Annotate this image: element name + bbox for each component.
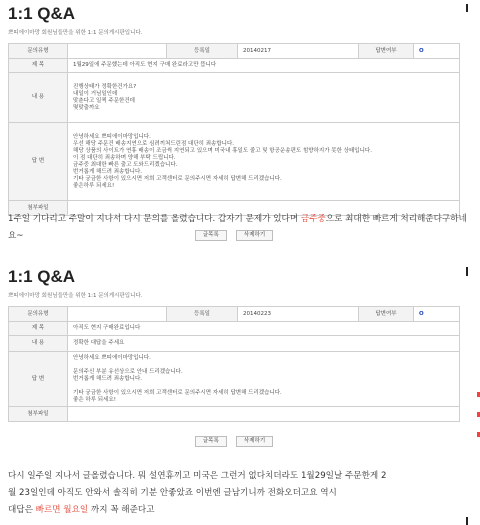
page-subtitle: 쁘띠에이마망 회원님들만을 위한 1:1 문의게시판입니다.: [8, 30, 143, 36]
type-value: [68, 44, 167, 59]
answer-label: 답 변: [9, 352, 68, 407]
content-line: 진행상태가 정확한건가요?: [73, 83, 137, 90]
edge-mark: [466, 517, 468, 525]
answer-line: 기타 궁금한 사항이 있으시면 저희 고객센터로 문의주시면 자세히 답변해 드리겠습니다.: [73, 389, 282, 396]
delete-button[interactable]: 삭제하기: [236, 436, 273, 447]
content-line: 내일이 거님일인데: [73, 90, 118, 97]
status-label: 답변여부: [359, 44, 414, 59]
answer-line: 번거롭게 해드려 죄송합니다.: [73, 168, 143, 175]
answer-line: [73, 362, 454, 369]
caption-line: [8, 502, 474, 519]
answer-line: 좋은 하루 되세요!: [73, 396, 116, 403]
page-subtitle: 쁘띠에이마망 회원님들만을 위한 1:1 문의게시판입니다.: [8, 293, 143, 299]
content-value: 정확한 대답을 주세요: [68, 336, 460, 352]
caption-highlight: 금주중: [300, 214, 326, 224]
date-label: 등록일: [167, 44, 238, 59]
caption-1: [8, 211, 474, 245]
status-value: O: [414, 307, 460, 322]
content-value: [68, 73, 460, 123]
attach-label: 첨부파일: [9, 407, 68, 422]
date-value: 20140217: [238, 44, 359, 59]
answer-line: 이 점 대단히 죄송하며 양해 부탁 드립니다.: [73, 154, 176, 161]
subject-value: 아직도 현지 구매완료입니다: [68, 322, 460, 336]
answer-line: 문의주신 부분 유선상으로 안내 드리겠습니다.: [73, 368, 183, 375]
caption-text: 1주일 기다리고 주말이 지나서 다시 문의를 올렸습니다. 갑자기 문제가 있다며: [8, 214, 301, 224]
answer-line: 안녕하세요 쁘띠에이마망입니다.: [73, 133, 151, 140]
content-line: 몇맞출까요: [73, 104, 100, 111]
caption-line: 다시 일주일 지나서 글올렸습니다. 뭐 설연휴끼고 미국은 그런거 없다치더라도 1월29일날 주문한게 2: [8, 471, 387, 481]
date-value: 20140223: [238, 307, 359, 322]
page-title: 1:1 Q&A: [8, 267, 76, 286]
list-button[interactable]: 글목록: [195, 230, 227, 241]
attach-label: 첨부파일: [9, 201, 68, 216]
qa-table: [8, 306, 460, 422]
answer-line: 해당 상품의 사이트가 연휴 배송이 조금씩 지연되고 있으며 미국내 휴일도 줄고 및 항공운송편도 힘향하지가 못한 상태입니다.: [73, 147, 372, 154]
subject-value: 1월29일에 주문했는데 아직도 현지 구매 완료라고만 뜹니다: [68, 59, 460, 73]
answer-line: 우선 해당 주문건 배송지연으로 심려끼쳐드린점 대단히 죄송합니다.: [73, 140, 235, 147]
content-label: 내 용: [9, 73, 68, 123]
edge-mark: [466, 267, 468, 276]
delete-button[interactable]: 삭제하기: [236, 230, 273, 241]
caption-text: 대답은: [8, 505, 36, 515]
type-value: [68, 307, 167, 322]
caption-2: [8, 468, 474, 519]
answer-line: 안녕하세요 쁘띠에이마망입니다.: [73, 354, 151, 361]
attach-value: [68, 407, 460, 422]
subject-label: 제 목: [9, 322, 68, 336]
subject-label: 제 목: [9, 59, 68, 73]
caption-text: 까지 꼭 해준다고: [88, 505, 155, 515]
answer-line: 금주중 최대한 빠른 출고 도와드리겠습니다.: [73, 161, 178, 168]
answer-value: [68, 123, 460, 201]
edge-mark: [466, 4, 468, 12]
answer-line: 좋은하루 되세요!: [73, 182, 115, 189]
qa-panel-1: [8, 4, 460, 241]
list-button[interactable]: 글목록: [195, 436, 227, 447]
answer-line: 기타 궁금한 사항이 있으시면 저희 고객센터로 문의주시면 자세히 답변해 드리겠습니다.: [73, 175, 282, 182]
caption-line: 월 23일인데 아직도 안와서 솔직히 기분 안좋았죠 이번엔 글남기니까 전화오더고요 역시: [8, 488, 337, 498]
qa-panel-2: [8, 267, 460, 447]
answer-value: [68, 352, 460, 407]
page-title: 1:1 Q&A: [8, 4, 76, 23]
caption-highlight: 빠르면 월요일: [35, 505, 89, 515]
date-label: 등록일: [167, 307, 238, 322]
status-label: 답변여부: [359, 307, 414, 322]
content-line: 맞춘다고 일찍 주문한건데: [73, 97, 135, 104]
status-value: O: [414, 44, 460, 59]
answer-line: 번거롭게 해드려 죄송합니다.: [73, 375, 143, 382]
answer-label: 답 변: [9, 123, 68, 201]
caption-text: 으로 최대한 빠르게 처리해준다구하네요~: [8, 214, 467, 241]
qa-table: [8, 43, 460, 216]
type-label: 문의유형: [9, 44, 68, 59]
answer-line: [73, 383, 454, 390]
content-label: 내 용: [9, 336, 68, 352]
type-label: 문의유형: [9, 307, 68, 322]
button-row: [8, 427, 460, 447]
